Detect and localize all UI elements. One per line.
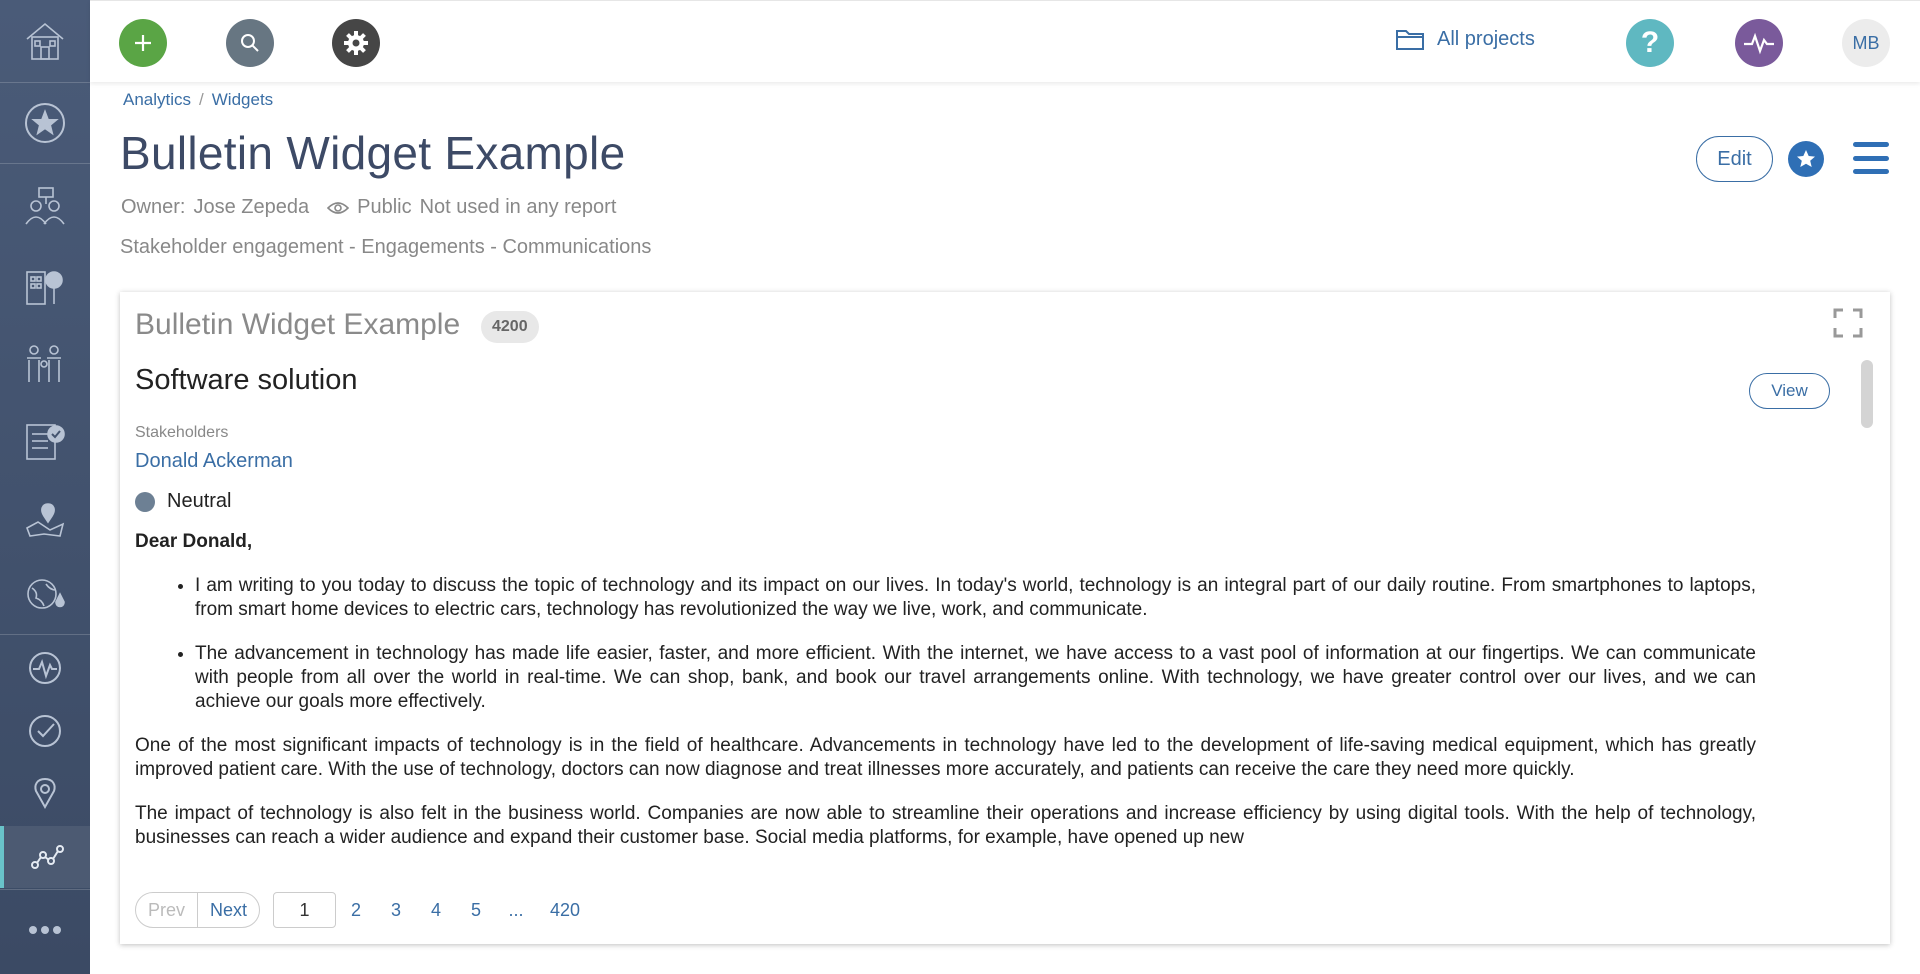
list-item: • I am writing to you today to discuss the topic of technology and its impact on our lives. In today's world, technology is an integral part of our daily routine. From smartphones to laptops, from smart home devices to electric cars, technology has revolutionized the way we live, work, and communicate.	[195, 574, 1756, 622]
usage-label: Not used in any report	[419, 196, 617, 218]
visibility-label: Public	[357, 196, 412, 218]
fullscreen-icon[interactable]	[1833, 308, 1863, 338]
page-link[interactable]: 5	[471, 899, 482, 920]
page-link[interactable]: 2	[351, 899, 362, 920]
prev-button[interactable]: Prev	[136, 893, 198, 927]
breadcrumb-widgets[interactable]: Widgets	[211, 90, 274, 109]
stakeholders-icon[interactable]	[0, 176, 90, 238]
next-button[interactable]: Next	[210, 900, 248, 920]
star-icon	[1795, 148, 1817, 170]
page-ellipsis: ...	[508, 899, 524, 920]
sentiment	[135, 490, 231, 513]
widget-card	[120, 292, 1890, 944]
last-page-link[interactable]: 420	[550, 899, 581, 920]
stakeholders-label: Stakeholders	[135, 424, 229, 441]
tasks-list-icon[interactable]	[0, 410, 90, 472]
folder-icon	[1395, 27, 1425, 51]
home-icon[interactable]	[0, 10, 90, 72]
breadcrumb	[123, 90, 273, 110]
bulletin-item	[135, 358, 1756, 882]
page-title: Bulletin Widget Example	[120, 127, 626, 179]
page-link[interactable]: 3	[391, 899, 402, 920]
visibility	[327, 200, 349, 216]
sidebar	[0, 0, 90, 974]
paragraph: One of the most significant impacts of technology is in the field of healthcare. Advancements in technology have led to the development of life-saving medical equipment, which has greatly improved patient care. With the use of technology, doctors can now diagnose and treat illnesses more accurately, and patients can receive the care they need more quickly.	[135, 735, 1756, 780]
question-icon: ?	[1640, 26, 1660, 59]
owner-label: Owner:	[121, 196, 186, 218]
bullet-list	[195, 574, 1756, 714]
pin-icon[interactable]	[0, 763, 90, 825]
page-link[interactable]: 4	[431, 899, 442, 920]
user-initials: MB	[1852, 32, 1880, 53]
greeting: Dear Donald,	[135, 531, 253, 552]
eye-icon	[327, 200, 349, 216]
settings-button[interactable]	[332, 19, 380, 67]
pagination	[135, 892, 580, 928]
favorite-button[interactable]	[1788, 141, 1824, 177]
more-icon[interactable]	[0, 899, 90, 961]
scrollbar[interactable]	[1861, 360, 1873, 428]
pulse-icon	[1742, 31, 1776, 55]
favorites-icon[interactable]	[0, 92, 90, 154]
groups-icon[interactable]	[0, 332, 90, 394]
activity-button[interactable]	[1735, 19, 1783, 67]
bulletin-body	[135, 530, 1756, 870]
all-projects-link[interactable]	[1395, 27, 1535, 51]
breadcrumb-analytics[interactable]: Analytics	[123, 90, 192, 109]
analytics-icon[interactable]	[0, 826, 90, 888]
hamburger-menu-icon[interactable]	[1853, 142, 1889, 174]
activity-icon[interactable]	[0, 637, 90, 699]
paragraph: The impact of technology is also felt in the business world. Companies are now able to streamline their operations and increase efficiency by using digital tools. With the help of technology, businesses can reach a wider audience and expand their customer base. Social media platforms, for example, have opened up new	[135, 803, 1756, 848]
edit-button[interactable]: Edit	[1696, 136, 1773, 182]
breadcrumb-separator: /	[199, 90, 204, 109]
search-icon	[238, 31, 262, 55]
sentiment-label: Neutral	[167, 490, 232, 512]
prev-next-group	[135, 892, 260, 928]
locations-icon[interactable]	[0, 488, 90, 550]
gear-icon	[342, 29, 370, 57]
count-badge: 4200	[481, 311, 539, 343]
stakeholder-link[interactable]: Donald Ackerman	[135, 450, 293, 472]
current-page-input[interactable]: 1	[273, 892, 336, 928]
categories: Stakeholder engagement - Engagements - Communications	[120, 236, 652, 258]
view-button[interactable]: View	[1749, 373, 1830, 409]
issues-icon[interactable]	[0, 566, 90, 628]
item-title: Software solution	[135, 364, 358, 396]
check-icon[interactable]	[0, 700, 90, 762]
user-avatar[interactable]	[1842, 19, 1890, 67]
top-bar	[90, 0, 1920, 82]
list-item: • The advancement in technology has made life easier, faster, and more efficient. With the internet, we have access to a vast pool of information at our fingertips. We can communicate with people from all over the world in real-time. We can shop, bank, and book our travel arrangements online. With technology, we have greater control over our lives, and we can achieve our goals more effectively.	[195, 642, 1756, 714]
help-button[interactable]	[1626, 19, 1674, 67]
add-button[interactable]	[119, 19, 167, 67]
owner-name: Jose Zepeda	[193, 196, 310, 218]
organizations-icon[interactable]	[0, 254, 90, 316]
widget-meta	[121, 196, 616, 219]
search-button[interactable]	[226, 19, 274, 67]
plus-icon	[132, 32, 154, 54]
widget-title: Bulletin Widget Example	[135, 308, 461, 341]
all-projects-label: All projects	[1437, 27, 1535, 50]
sentiment-dot-icon	[135, 492, 155, 512]
